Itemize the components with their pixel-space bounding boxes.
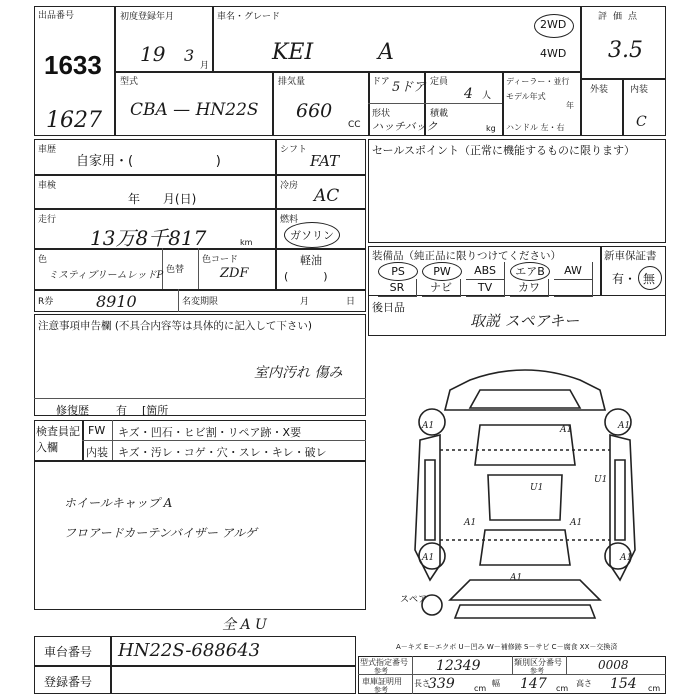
width-unit: cm (556, 684, 569, 693)
shape-value: ハッチバック (372, 120, 438, 133)
first-reg-year: 19 (140, 42, 166, 66)
damage-mark: A1 (618, 421, 631, 431)
interior-items: キズ・汚レ・コゲ・穴・スレ・キレ・破レ (118, 446, 327, 459)
type-designation-value: 12349 (436, 658, 481, 674)
lot-handwritten: 1627 (46, 108, 102, 133)
height-unit: cm (648, 684, 661, 693)
height-value: 154 (610, 676, 637, 692)
dealer-label: ディーラー・並行 (506, 77, 570, 86)
kg-unit: kg (486, 124, 496, 133)
registration-label: 登録番号 (44, 675, 93, 689)
equipment-item: SR (378, 279, 417, 297)
sales-point-label: セールスポイント（正常に機能するものに限ります） (372, 144, 636, 157)
length-label: 長さ (414, 679, 430, 688)
after-market-value: 取説 スペアキー (470, 312, 580, 330)
width-label: 幅 (492, 679, 500, 688)
person-unit: 人 (482, 91, 492, 101)
equipment-item: TV (466, 279, 505, 297)
repair-location: [箇所 (142, 404, 169, 417)
displacement-value: 660 (296, 100, 333, 122)
color-label: 色 (38, 255, 48, 265)
repair-value: 有 (116, 404, 127, 417)
shape-label: 形状 (372, 109, 391, 119)
category-label: 類別区分番号 (514, 658, 562, 667)
warranty-yes: 有・ (612, 272, 637, 286)
after-market-label: 後日品 (372, 301, 405, 314)
color-value: ミスティブリームレッドP (48, 270, 164, 281)
first-reg-month: 3 (184, 46, 195, 65)
equipment-item: ナビ (422, 279, 461, 297)
color-change-label: 色替 (166, 265, 185, 275)
equipment-label: 装備品（純正品に限りつけてください） (372, 250, 561, 262)
chassis-label: 車台番号 (44, 645, 93, 659)
damage-mark: A1 (560, 425, 573, 435)
cert-label: 車庫証明用 (362, 677, 402, 686)
drive-4wd: 4WD (540, 47, 567, 60)
score-value: 3.5 (608, 38, 643, 63)
exterior-label: 外装 (590, 85, 609, 95)
width-value: 147 (520, 676, 547, 692)
equipment-item: ABS (466, 262, 505, 280)
inspector-label: 検査員記入欄 (36, 425, 80, 454)
damage-mark: A1 (510, 573, 523, 583)
inspector-handwritten-2: フロアードカーテンバイザー アルゲ (64, 526, 257, 540)
equipment-item: PW (422, 262, 462, 281)
name-change-month: 月 (300, 297, 310, 307)
model-value: CBA — HN22S (130, 100, 259, 120)
mileage-label: 走行 (38, 215, 57, 225)
capacity-value: 4 (464, 86, 473, 102)
lot-number: 1633 (44, 50, 102, 80)
fuel-paren: ( ) (284, 270, 328, 283)
displacement-label: 排気量 (278, 77, 306, 87)
inspection-label: 車検 (38, 181, 57, 191)
warranty-no: 無 (643, 272, 656, 286)
car-diagram (400, 350, 650, 630)
inspection-value: 年 月(日) (128, 192, 197, 206)
interior-label: 内装 (630, 85, 649, 95)
damage-mark: U1 (530, 483, 544, 493)
damage-mark: A1 (464, 518, 477, 528)
handle-label: ハンドル 左・右 (506, 123, 565, 132)
name-change-label: 名変期限 (182, 297, 219, 307)
chassis-value: HN22S-688643 (118, 640, 261, 661)
shift-label: シフト (280, 145, 308, 155)
km-unit: km (240, 238, 253, 247)
category-value: 0008 (598, 658, 629, 672)
capacity-label: 定員 (430, 77, 449, 87)
damage-mark: U1 (594, 475, 608, 485)
cc-unit: CC (348, 120, 361, 130)
car-name-label: 車名・グレード (217, 12, 281, 22)
damage-mark: A1 (570, 518, 583, 528)
color-code-label: 色コード (202, 255, 239, 265)
length-unit: cm (474, 684, 487, 693)
damage-mark: A1 (422, 553, 435, 563)
mileage-value: 13万8千817 (90, 226, 207, 250)
inspector-interior-label: 内装 (86, 446, 108, 459)
fw-label: FW (88, 424, 106, 437)
lot-label: 出品番号 (38, 11, 75, 21)
notes-handwritten: 室内汚れ 傷み (254, 365, 343, 381)
color-code-value: ZDF (220, 266, 249, 281)
model-year-label: モデル年式 (506, 92, 546, 101)
grade: A (378, 40, 394, 65)
recycle-value: 8910 (96, 292, 137, 311)
car-name: KEI (272, 40, 314, 65)
history-value: 自家用・( ) (76, 154, 221, 169)
diagram-legend: A－キズ E－エクボ U－凹み W－補修跡 S－サビ C－腐食 XX－交換済 (396, 643, 618, 651)
length-value: 339 (428, 676, 455, 692)
name-change-day: 日 (346, 297, 356, 307)
cert-reference: 参考 (374, 686, 388, 694)
score-label: 評価点 (598, 12, 644, 22)
load-label: 積載 (430, 109, 449, 119)
first-reg-label: 初度登録年月 (120, 12, 175, 22)
ac-value: AC (314, 186, 340, 206)
history-label: 車歴 (38, 145, 57, 155)
category-reference: 参考 (530, 667, 544, 675)
year-suffix: 年 (566, 101, 574, 110)
inspector-handwritten-3: 全 A U (222, 617, 267, 633)
equipment-item (554, 279, 593, 297)
equipment-item: カワ (510, 279, 549, 297)
ac-label: 冷房 (280, 181, 299, 191)
equipment-item: PS (378, 262, 418, 281)
door-label: ドア (372, 77, 390, 87)
door-value: 5ドア (392, 80, 426, 95)
interior-grade: C (636, 114, 647, 130)
equipment-item: AW (554, 262, 593, 280)
warranty-label: 新車保証書 (604, 250, 657, 262)
fw-items: キズ・凹石・ヒビ割・リペア跡・X要 (118, 426, 302, 439)
damage-mark: A1 (422, 421, 435, 431)
spare-label: スペア (400, 595, 428, 605)
model-label: 型式 (120, 77, 139, 87)
drive-2wd: 2WD (540, 18, 567, 31)
repair-label: 修復歴 (56, 404, 89, 417)
shift-value: FAT (310, 152, 340, 170)
equipment-item: エアB (510, 262, 550, 281)
type-designation-reference: 参考 (374, 667, 388, 675)
notes-label: 注意事項申告欄 (不具合内容等は具体的に記入して下さい) (38, 320, 313, 332)
fuel-label: 燃料 (280, 215, 299, 225)
fuel-light-oil: 軽油 (300, 254, 322, 267)
damage-mark: A1 (620, 553, 633, 563)
inspector-handwritten-1: ホイールキャップ A (64, 496, 173, 510)
type-designation-label: 型式指定番号 (360, 658, 408, 667)
first-reg-month-suffix: 月 (200, 61, 210, 71)
height-label: 高さ (576, 679, 592, 688)
fuel-gasoline: ガソリン (290, 229, 334, 242)
recycle-label: R券 (38, 297, 54, 307)
